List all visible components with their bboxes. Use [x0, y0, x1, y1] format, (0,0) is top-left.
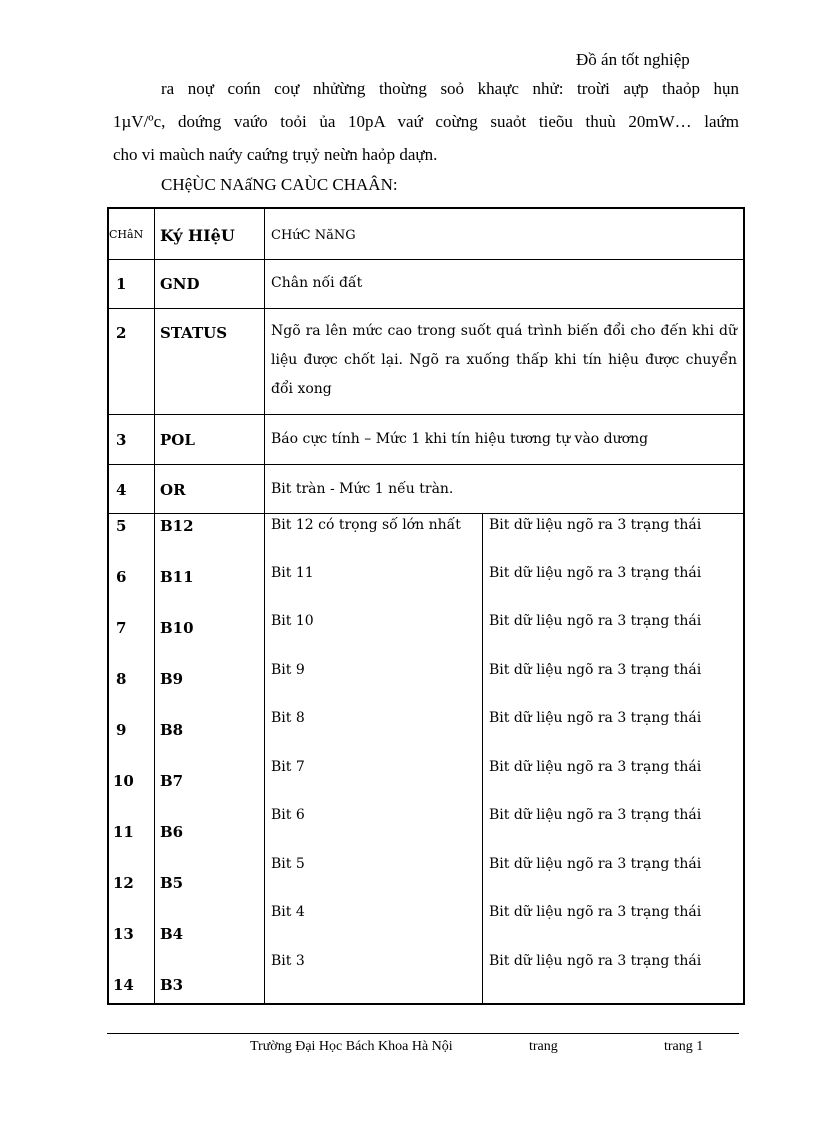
header-chan: CHâN [109, 228, 144, 241]
table-col-divider [154, 209, 155, 1003]
table-col-divider [482, 513, 483, 1003]
pin-number: 7 [116, 619, 127, 637]
footer-trang-label: trang [529, 1039, 558, 1054]
section-title: CHệÙC NAấNG CAÙC CHAÂN: [161, 175, 398, 194]
bit-description: Bit dữ liệu ngõ ra 3 trạng thái [489, 856, 702, 872]
bit-description: Bit dữ liệu ngõ ra 3 trạng thái [489, 953, 702, 969]
pin-number: 8 [116, 670, 127, 688]
pin-function: Báo cực tính – Mức 1 khi tín hiệu tương tự vào dương [271, 431, 649, 447]
bit-description: Bit dữ liệu ngõ ra 3 trạng thái [489, 759, 702, 775]
pin-symbol: B5 [160, 874, 184, 892]
bit-label: Bit 11 [271, 565, 314, 581]
pin-number: 10 [113, 772, 134, 790]
pin-symbol: POL [160, 431, 195, 449]
bit-description: Bit dữ liệu ngõ ra 3 trạng thái [489, 710, 702, 726]
pin-function-table [107, 207, 745, 1005]
bit-label: Bit 10 [271, 613, 314, 629]
header-chuc-nang: CHứC NăNG [271, 228, 356, 243]
header-ky-hieu: Ký HIệU [160, 226, 235, 245]
table-row-divider [109, 308, 743, 309]
pin-symbol: STATUS [160, 324, 228, 342]
intro-paragraph-line-1: ra noự cońn coự nhửừng thoừng soỏ khaực nhử: troừi aựp thaỏp hụn [161, 79, 739, 98]
pin-number: 2 [116, 324, 127, 342]
table-col-divider [264, 209, 265, 1003]
pin-number: 12 [113, 874, 134, 892]
pin-symbol: GND [160, 275, 200, 293]
pin-symbol: B6 [160, 823, 184, 841]
bit-label: Bit 12 có trọng số lớn nhất [271, 517, 461, 533]
pin-symbol: OR [160, 481, 186, 499]
intro-paragraph-line-2: 1µV/ºc, doứng vaứo toỏi ủa 10pA vaứ coừng suaỏt tieõu thuù 20mW… laứm [113, 112, 739, 131]
intro-paragraph-line-3: cho vi maùch naứy caứng trụỷ neừn haỏp daựn. [113, 145, 438, 164]
bit-label: Bit 7 [271, 759, 305, 775]
pin-function: Ngõ ra lên mức cao trong suốt quá trình biến đổi cho đến khi dữ liệu được chốt lại. Ngõ ra xuống thấp khi tín hiệu được chuyển đổi xong [271, 323, 737, 397]
bit-label: Bit 4 [271, 904, 305, 920]
pin-number: 13 [113, 925, 134, 943]
footer-page-number: trang 1 [664, 1039, 704, 1054]
pin-number: 14 [113, 976, 134, 994]
bit-label: Bit 9 [271, 662, 305, 678]
pin-number: 4 [116, 481, 127, 499]
table-row-divider [109, 259, 743, 260]
footer-divider [107, 1033, 739, 1034]
pin-number: 3 [116, 431, 127, 449]
pin-function: Bit tràn - Mức 1 nếu tràn. [271, 481, 454, 497]
pin-number: 9 [116, 721, 127, 739]
pin-symbol: B4 [160, 925, 184, 943]
pin-number: 6 [116, 568, 127, 586]
table-row-divider [109, 464, 743, 465]
pin-number: 11 [113, 823, 134, 841]
bit-label: Bit 6 [271, 807, 305, 823]
pin-number: 1 [116, 275, 127, 293]
table-row-divider [109, 414, 743, 415]
bit-description: Bit dữ liệu ngõ ra 3 trạng thái [489, 807, 702, 823]
document-header-title: Đồ án tốt nghiệp [576, 50, 690, 69]
bit-label: Bit 5 [271, 856, 305, 872]
pin-symbol: B7 [160, 772, 184, 790]
bit-description: Bit dữ liệu ngõ ra 3 trạng thái [489, 904, 702, 920]
bit-description: Bit dữ liệu ngõ ra 3 trạng thái [489, 662, 702, 678]
bit-description: Bit dữ liệu ngõ ra 3 trạng thái [489, 517, 702, 533]
pin-symbol: B9 [160, 670, 184, 688]
pin-symbol: B12 [160, 517, 194, 535]
bit-description: Bit dữ liệu ngõ ra 3 trạng thái [489, 613, 702, 629]
pin-symbol: B10 [160, 619, 194, 637]
bit-label: Bit 3 [271, 953, 305, 969]
footer-school: Trường Đại Học Bách Khoa Hà Nội [250, 1039, 453, 1054]
pin-function: Chân nối đất [271, 275, 363, 291]
bit-label: Bit 8 [271, 710, 305, 726]
pin-number: 5 [116, 517, 127, 535]
pin-symbol: B8 [160, 721, 184, 739]
pin-symbol: B3 [160, 976, 184, 994]
pin-symbol: B11 [160, 568, 194, 586]
bit-description: Bit dữ liệu ngõ ra 3 trạng thái [489, 565, 702, 581]
